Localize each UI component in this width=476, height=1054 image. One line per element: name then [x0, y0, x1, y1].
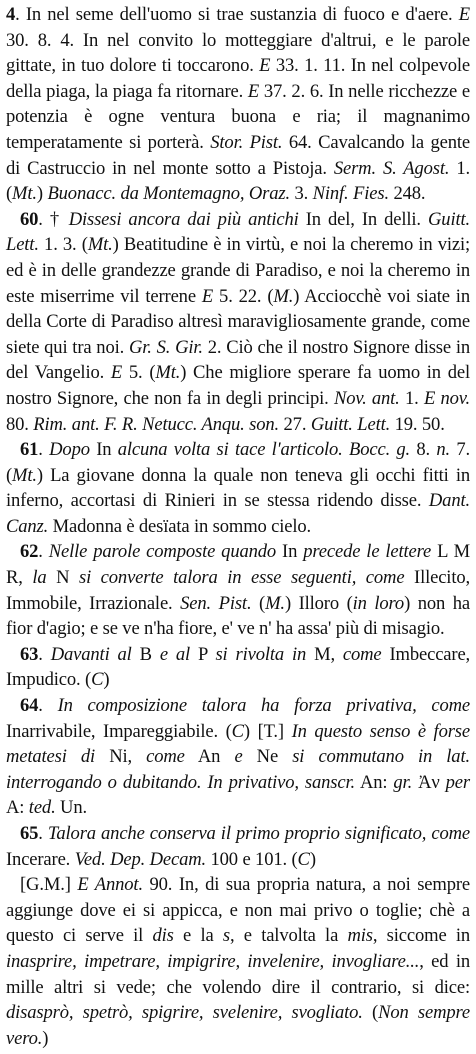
text-run: , ed in mille altri si vede; che volendo dire il contrario, si dice: — [6, 950, 470, 998]
text-run: Ni, — [95, 746, 147, 768]
italic-run: Davanti al — [50, 643, 132, 665]
italic-run: E — [458, 4, 470, 25]
text-run: Ἀν — [412, 771, 446, 793]
italic-run: E — [247, 80, 260, 102]
italic-run: per — [445, 771, 470, 793]
text-run: . In nel seme dell'uomo si trae sustanzia di fuoco e d'aere. — [15, 4, 459, 25]
text-run: ) [T.] — [243, 720, 292, 742]
text-run: ( — [362, 1002, 379, 1024]
section-number: 65 — [20, 823, 39, 844]
text-run: 27. — [279, 413, 311, 435]
text-run: ) — [309, 848, 316, 870]
text-run: 8. — [410, 439, 437, 461]
entry-paragraph-62 — [6, 539, 470, 641]
section-number: 64 — [20, 695, 39, 717]
text-run: P — [190, 643, 216, 665]
text-run: 33. 1. 11. In nel colpevole della piaga, la piaga fa ritornare. — [6, 55, 470, 102]
italic-run: dis — [152, 925, 174, 947]
text-run: 5. ( — [122, 362, 156, 384]
text-run: Un. — [55, 797, 87, 819]
text-run: , e talvolta la — [229, 925, 348, 947]
italic-run: Nelle parole composte quando — [48, 541, 277, 563]
entry-paragraph-60 — [6, 207, 470, 437]
text-run: 37. 2. 6. In nelle ricchezze e potenzia è ogne ventura buona e ria; il magnanimo temperatamente si porterà. — [6, 80, 470, 153]
italic-run: Non sempre vero. — [6, 1002, 471, 1049]
text-run: . — [38, 823, 48, 844]
entry-paragraph-61 — [6, 437, 470, 539]
text-run: . — [38, 695, 58, 717]
text-run: ) Acciocchè voi siate in della Corte di Paradiso altresì maravigliosamente grande, come siete qui tra noi. — [6, 285, 470, 358]
text-run: [G.M.] — [20, 874, 78, 896]
italic-run: ted. — [28, 797, 56, 819]
italic-run: M. — [265, 592, 285, 614]
italic-run: come — [342, 643, 382, 665]
italic-run: E — [110, 362, 123, 384]
text-run: . — [38, 541, 49, 563]
text-run: . — [38, 439, 50, 461]
text-run: e la — [173, 925, 223, 947]
text-run: N — [46, 567, 79, 589]
text-run: . † — [38, 208, 69, 230]
italic-run: Guitt. Lett. — [310, 413, 391, 435]
italic-run: In questo senso è forse metatesi di — [6, 720, 470, 768]
text-run: Inarrivabile, Impareggiabile. ( — [6, 720, 232, 742]
italic-run: Buonacc. da Montemagno, Oraz. — [47, 183, 290, 205]
italic-run: disasprò, spetrò, spigrire, svelenire, svogliato. — [6, 1002, 363, 1024]
italic-run: In composizione talora ha forza privativa, come — [57, 695, 470, 717]
italic-run: si converte talora in esse seguenti, come — [78, 567, 405, 589]
section-number: 60 — [20, 208, 39, 230]
text-run: ) non ha fior d'agio; e se ve n'ha fiore, e' ve n' ha assa' più di misagio. — [6, 592, 471, 640]
text-run: ) — [36, 183, 48, 205]
italic-run: Mt. — [155, 362, 181, 384]
italic-run: Ninf. Fies. — [312, 183, 389, 205]
italic-run: E nov. — [423, 387, 470, 409]
text-run: 64. Cavalcando la gente di Castruccio in nel monte sotto a Pistoja. — [6, 131, 471, 179]
section-number: 62 — [20, 541, 39, 563]
text-run: An: — [354, 771, 394, 793]
italic-run: si rivolta in — [215, 643, 307, 665]
italic-run: la — [32, 567, 47, 589]
text-run: 30. 8. 4. In nel convito lo motteggiare d'altrui, e le parole gittate, in tuo dolore ti toccarono. — [6, 29, 470, 77]
italic-run: precede le lettere — [303, 541, 432, 563]
entry-paragraph-63 — [6, 642, 470, 693]
text-run: L M R, — [6, 541, 471, 589]
italic-run: E — [201, 285, 214, 307]
italic-run: Mt. — [12, 183, 37, 205]
text-run: ) Beatitudine è in virtù, e noi la cheremo in vizi; ed è in delle grandezze grande di Paradiso, e noi la cheremo in este miserrime vil terrene — [6, 234, 471, 307]
entry-paragraph-4-continuation — [6, 2, 470, 207]
annotation-paragraph — [6, 872, 470, 1051]
italic-run: Rim. ant. F. R. Netucc. Anqu. son. — [33, 413, 280, 435]
text-run: Incerare. — [6, 848, 75, 870]
italic-run: Dissesi ancora dai più antichi — [68, 208, 299, 230]
text-run: Imbeccare, Impudico. ( — [6, 643, 471, 691]
italic-run: Guitt. Lett. — [6, 208, 470, 256]
italic-run: mis — [347, 925, 373, 947]
italic-run: Mt. — [12, 464, 37, 486]
italic-run: alcuna volta si tace l'articolo. — [117, 439, 343, 461]
italic-run: s — [222, 925, 230, 947]
italic-run: Nov. ant. — [333, 387, 400, 409]
text-run: 1. 3. ( — [38, 234, 88, 256]
italic-run: E — [259, 55, 271, 77]
text-run: An — [184, 746, 235, 768]
italic-run: C — [231, 720, 244, 742]
text-run: ) Che migliore sperare fa uomo in del nostro Signore, che non fa in degli principi. — [6, 362, 470, 409]
italic-run: Stor. Pist. — [210, 131, 283, 153]
text-run: 248. — [388, 183, 426, 205]
text-run: 5. 22. ( — [213, 285, 274, 307]
text-run: In del, In delli. — [298, 208, 429, 230]
text-run: Ne — [242, 746, 293, 768]
text-run: B — [131, 643, 160, 665]
text-run: ( — [251, 592, 266, 614]
italic-run: si commutano in lat. interrogando o dubitando. In privativo, sanscr. — [6, 746, 470, 793]
text-run: 100 e 101. ( — [206, 848, 298, 870]
text-run: ) Illoro ( — [284, 592, 353, 614]
italic-run: n. — [436, 439, 451, 461]
italic-run: Dopo — [49, 439, 90, 461]
italic-run: Dant. Canz. — [6, 490, 470, 537]
entry-paragraph-64 — [6, 693, 470, 821]
text-run: A: — [6, 797, 29, 819]
text-run: ) La giovane donna la quale non teneva gli occhi fitti in inferno, accortasi di Rinieri in se stessa ridendo disse. — [6, 464, 470, 512]
italic-run: Bocc. g. — [349, 439, 411, 461]
text-run: M, — [306, 643, 343, 665]
italic-run: Mt. — [87, 234, 113, 256]
text-run: 2. Ciò che il nostro Signore disse in del Vangelio. — [6, 336, 470, 384]
italic-run: gr. — [393, 771, 413, 793]
text-run: 7. ( — [6, 439, 471, 486]
italic-run: inasprire, impetrare, impigrire, invelenire, invogliare... — [6, 950, 420, 972]
italic-run: Gr. S. Gir. — [128, 336, 203, 358]
text-run: In — [276, 541, 304, 563]
italic-run: Serm. S. Agost. — [333, 157, 450, 179]
italic-run: C — [297, 848, 310, 870]
italic-run: E Annot. — [77, 874, 143, 896]
text-run: 1. ( — [6, 157, 470, 205]
italic-run: C — [91, 669, 104, 691]
italic-run: M. — [273, 285, 294, 307]
text-run: Illecito, Immobile, Irrazionale. — [6, 567, 470, 614]
text-run: 80. — [6, 413, 34, 435]
text-run: Madonna è desïata in sommo cielo. — [48, 515, 312, 537]
section-number: 63 — [20, 643, 39, 665]
text-run: In — [89, 439, 118, 461]
italic-run: in loro — [352, 592, 405, 614]
italic-run: come — [146, 746, 185, 768]
section-number: 4 — [6, 4, 16, 25]
text-run: 90. In, di sua propria natura, a noi sempre aggiunge dove ei si appicca, e non mai privo o toglie; chè a questo ci serve il — [6, 874, 470, 947]
entry-paragraph-65 — [6, 821, 470, 872]
text-run: , siccome in — [372, 925, 471, 947]
italic-run: Ved. Dep. Decam. — [74, 848, 207, 870]
italic-run: e al — [159, 643, 191, 665]
italic-run: Sen. Pist. — [180, 592, 252, 614]
text-run: 19. 50. — [390, 413, 445, 435]
italic-run: e — [234, 746, 243, 768]
text-run: 1. — [399, 387, 424, 409]
italic-run: Talora anche conserva il primo proprio significato, come — [47, 823, 471, 844]
text-run: ) — [42, 1027, 49, 1049]
text-run: 3. — [289, 183, 313, 205]
text-run: ) — [103, 669, 110, 691]
text-run: . — [38, 643, 51, 665]
section-number: 61 — [20, 439, 39, 461]
